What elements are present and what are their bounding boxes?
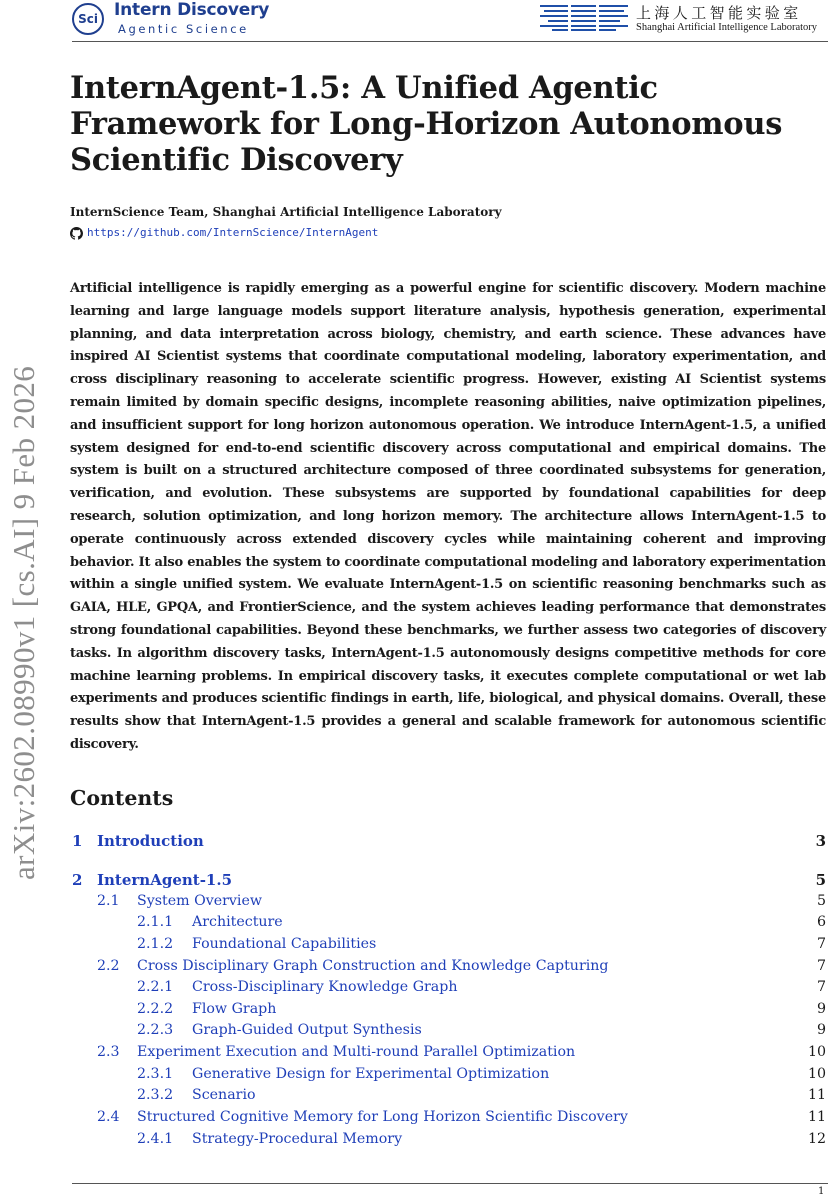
toc-entry-title: Structured Cognitive Memory for Long Horizon Scientific Discovery: [137, 1109, 628, 1125]
page-number: 1: [818, 1186, 825, 1197]
toc-entry-page: 10: [807, 1066, 826, 1082]
toc-entry-title: InternAgent-1.5: [97, 871, 233, 889]
toc-entry[interactable]: [0, 1087, 828, 1109]
toc-entry-page: 3: [815, 832, 826, 850]
lab-name-chinese: 上海人工智能实验室: [636, 4, 802, 22]
toc-entry-number: 2.1.2: [137, 936, 174, 952]
toc-entry-title: Architecture: [192, 914, 283, 930]
repository-link[interactable]: https://github.com/InternScience/InternAgent: [87, 226, 379, 239]
toc-entry-title: Foundational Capabilities: [192, 936, 377, 952]
toc-entry-number: 2.3.1: [137, 1066, 174, 1082]
toc-entry-page: 11: [807, 1087, 826, 1103]
footer-divider: [72, 1183, 828, 1184]
toc-entry-page: 11: [807, 1109, 826, 1125]
toc-entry-number: 1: [72, 832, 83, 850]
toc-entry-number: 2.4.1: [137, 1131, 174, 1147]
toc-entry-number: 2.2: [97, 958, 120, 974]
toc-entry[interactable]: [0, 1044, 828, 1066]
toc-entry-number: 2: [72, 871, 83, 889]
toc-entry[interactable]: [0, 1131, 828, 1153]
toc-entry-title: Experiment Execution and Multi-round Parallel Optimization: [137, 1044, 576, 1060]
toc-entry-title: Strategy-Procedural Memory: [192, 1131, 403, 1147]
contents-heading: Contents: [70, 786, 174, 810]
abstract-text: Artificial intelligence is rapidly emerging as a powerful engine for scientific discovery. Modern machine learning and large language models support literature analysis, hypothesis generation, experimental planning, and data interpretation across biology, chemistry, and earth science. These advances have inspired AI Scientist systems that coordinate computational modeling, laboratory experimentation, and cross disciplinary reasoning to accelerate scientific progress. However, existing AI Scientist systems remain limited by domain specific designs, incomplete reasoning abilities, naive optimization pipelines, and insufficient support for long horizon autonomous operation. We introduce InternAgent-1.5, a unified system designed for end-to-end scientific discovery across computational and empirical domains. The system is built on a structured architecture composed of three coordinated subsystems for generation, verification, and evolution. These subsystems are supported by foundational capabilities for deep research, solution optimization, and long horizon memory. The architecture allows InternAgent-1.5 to operate continuously across extended discovery cycles while maintaining coherent and improving behavior. It also enables the system to coordinate computational modeling and laboratory experimentation within a single unified system. We evaluate InternAgent-1.5 on scientific reasoning benchmarks such as GAIA, HLE, GPQA, and FrontierScience, and the system achieves leading performance that demonstrates strong foundational capabilities. Beyond these benchmarks, we further assess two categories of discovery tasks. In algorithm discovery tasks, InternAgent-1.5 autonomously designs competitive methods for core machine learning problems. In empirical discovery tasks, it executes complete computational or wet lab experiments and produces scientific findings in earth, life, biological, and physical domains. Overall, these results show that InternAgent-1.5 provides a general and scalable framework for autonomous scientific discovery.: [70, 281, 826, 752]
toc-entry-title: Cross-Disciplinary Knowledge Graph: [192, 979, 458, 995]
sci-logo-icon: Sci: [72, 3, 104, 35]
toc-entry-page: 9: [816, 1022, 826, 1038]
toc-entry-title: Introduction: [97, 832, 204, 850]
author-line: InternScience Team, Shanghai Artificial Intelligence Laboratory: [70, 205, 502, 219]
toc-entry[interactable]: [0, 936, 828, 958]
paper-title: InternAgent-1.5: A Unified Agentic Framework for Long-Horizon Autonomous Scientific Discovery: [70, 70, 783, 178]
toc-entry-number: 2.2.1: [137, 979, 174, 995]
toc-entry-page: 10: [807, 1044, 826, 1060]
toc-entry-number: 2.2.2: [137, 1001, 174, 1017]
logo-subtitle: Agentic Science: [118, 22, 249, 36]
toc-entry-page: 7: [816, 979, 826, 995]
toc-entry-number: 2.2.3: [137, 1022, 174, 1038]
toc-entry-title: Scenario: [192, 1087, 256, 1103]
toc-entry-page: 7: [816, 958, 826, 974]
toc-entry-title: Generative Design for Experimental Optimization: [192, 1066, 550, 1082]
toc-entry[interactable]: [0, 958, 828, 980]
toc-entry-page: 5: [816, 893, 826, 909]
toc-entry[interactable]: [0, 1022, 828, 1044]
toc-entry[interactable]: [0, 871, 828, 893]
toc-entry-number: 2.1: [97, 893, 120, 909]
toc-entry[interactable]: [0, 979, 828, 1001]
toc-entry[interactable]: [0, 1001, 828, 1023]
toc-entry[interactable]: [0, 832, 828, 854]
logo-name: Intern Discovery: [114, 0, 270, 20]
toc-entry-number: 2.3: [97, 1044, 120, 1060]
lab-name-english: Shanghai Artificial Intelligence Laboratory: [636, 22, 818, 33]
toc-entry-title: System Overview: [137, 893, 262, 909]
toc-entry-page: 5: [815, 871, 826, 889]
toc-entry-title: Flow Graph: [192, 1001, 277, 1017]
toc-entry-number: 2.1.1: [137, 914, 174, 930]
toc-entry-page: 12: [807, 1131, 826, 1147]
toc-entry[interactable]: [0, 893, 828, 915]
toc-entry-number: 2.4: [97, 1109, 120, 1125]
toc-entry-title: Graph-Guided Output Synthesis: [192, 1022, 422, 1038]
arxiv-identifier: arXiv:2602.08990v1 [cs.AI] 9 Feb 2026: [6, 365, 41, 880]
toc-entry-page: 7: [816, 936, 826, 952]
toc-entry[interactable]: [0, 1109, 828, 1131]
toc-entry-page: 6: [816, 914, 826, 930]
toc-entry[interactable]: [0, 1066, 828, 1088]
toc-entry[interactable]: [0, 914, 828, 936]
toc-entry-title: Cross Disciplinary Graph Construction and Knowledge Capturing: [137, 958, 609, 974]
toc-entry-number: 2.3.2: [137, 1087, 174, 1103]
toc-entry-page: 9: [816, 1001, 826, 1017]
